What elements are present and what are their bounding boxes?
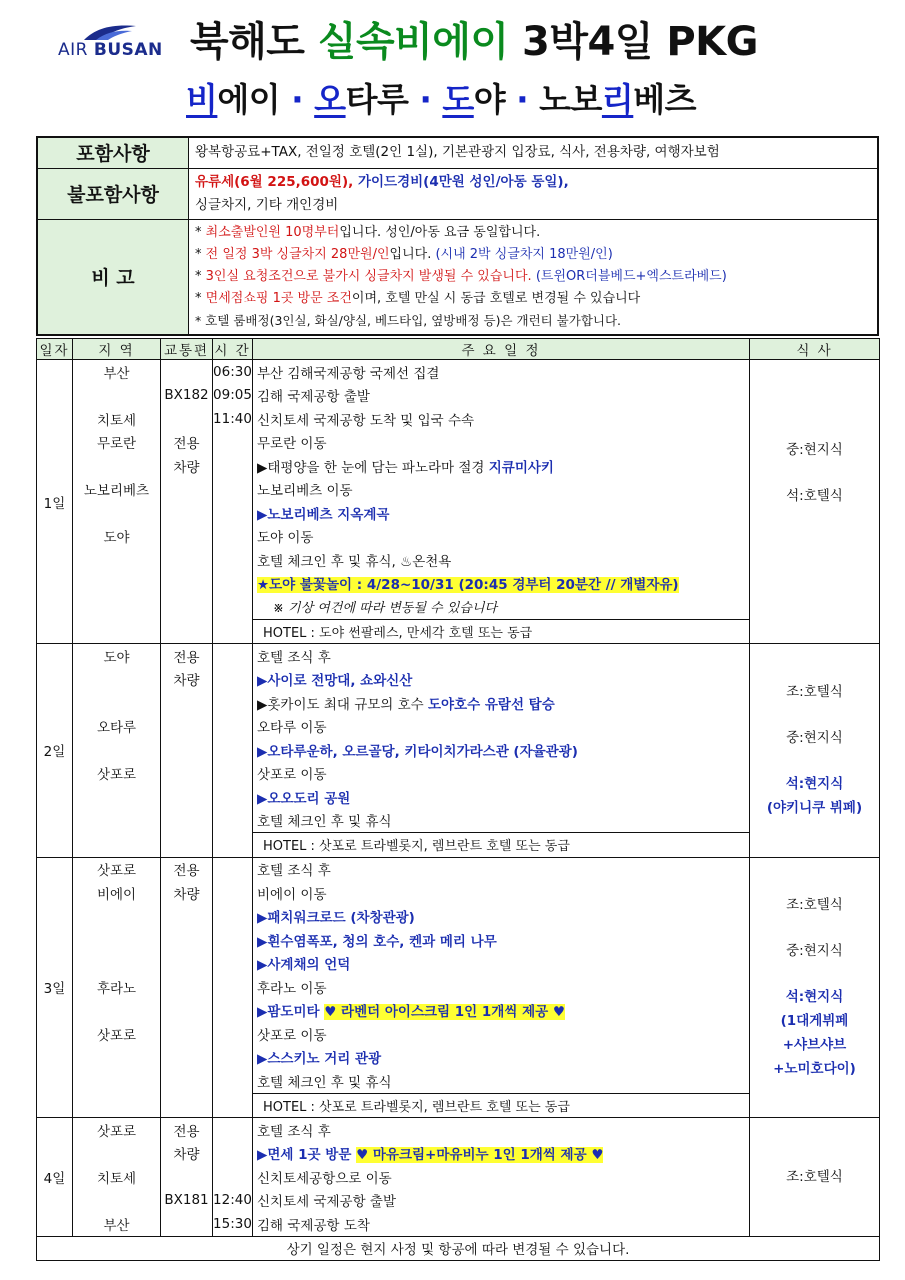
region-cell (73, 785, 161, 809)
col-meal: 식 사 (750, 339, 880, 360)
itinerary-cell: 무로란 이동 (253, 431, 750, 455)
meal-lunch: 중:현지식 (786, 441, 843, 458)
transport-cell (161, 738, 213, 762)
meal-breakfast: 조:호텔식 (786, 897, 843, 914)
time-cell (213, 738, 253, 762)
itinerary-cell: 부산 김해국제공항 국제선 집결 (253, 360, 750, 384)
itinerary-cell: ▶스스키노 거리 관광 (253, 1046, 750, 1070)
itinerary-cell: 삿포로 이동 (253, 762, 750, 786)
transport-cell (161, 691, 213, 715)
itinerary-cell: ▶태평양을 한 눈에 담는 파노라마 절경 지큐미사키 (253, 454, 750, 478)
itinerary-cell: 호텔 체크인 후 및 휴식 (253, 809, 750, 833)
transport-cell: 전용 (161, 857, 213, 881)
region-cell (73, 1189, 161, 1213)
time-cell (213, 644, 253, 668)
itinerary-cell: 도야 이동 (253, 525, 750, 549)
transport-cell: 차량 (161, 454, 213, 478)
time-cell (213, 501, 253, 525)
region-cell: 치토세 (73, 1165, 161, 1189)
time-cell (213, 525, 253, 549)
region-cell (73, 1046, 161, 1070)
time-cell (213, 454, 253, 478)
region-cell: 부산 (73, 360, 161, 384)
air-busan-logo (58, 22, 168, 62)
table-row (37, 857, 880, 881)
transport-cell (161, 1165, 213, 1189)
transport-cell (161, 785, 213, 809)
itinerary-cell: 후라노 이동 (253, 975, 750, 999)
time-cell (213, 905, 253, 929)
meal-lunch: 중:현지식 (786, 943, 843, 960)
remark-item: * 최소출발인원 10명부터입니다. 성인/아동 요금 동일합니다. (195, 224, 541, 240)
transport-cell: BX182 (161, 384, 213, 408)
time-cell: 12:40 (213, 1189, 253, 1213)
remarks-label: 비 고 (37, 219, 189, 335)
itinerary-cell: 호텔 조식 후 (253, 1118, 750, 1142)
itinerary-cell: 삿포로 이동 (253, 1022, 750, 1046)
hotel-info: HOTEL : 삿포로 트라벨롯지, 렘브란트 호텔 또는 동급 (253, 1093, 750, 1118)
region-cell (73, 809, 161, 833)
region-cell (73, 691, 161, 715)
footer-note: 상기 일정은 현지 사정 및 항공에 따라 변경될 수 있습니다. (37, 1236, 880, 1261)
table-row (37, 1118, 880, 1142)
meal-dinner: 석:호텔식 (786, 487, 843, 504)
route-subtitle: 비에이 · 오타루 · 도야 · 노보리베츠 (186, 80, 697, 119)
region-cell: 삿포로 (73, 857, 161, 881)
transport-cell: 전용 (161, 1118, 213, 1142)
transport-cell (161, 1069, 213, 1093)
transport-cell (161, 407, 213, 431)
schedule-header-row (37, 339, 880, 360)
region-cell: 삿포로 (73, 762, 161, 786)
time-cell (213, 1046, 253, 1070)
time-cell (213, 928, 253, 952)
transport-cell (161, 928, 213, 952)
region-cell (73, 905, 161, 929)
transport-cell: 전용 (161, 431, 213, 455)
day-label: 3일 (37, 857, 73, 1118)
excluded-text: 유류세(6월 225,600원), 가이드경비(4만원 성인/아동 동일), 싱글차지, 기타 개인경비 (189, 168, 879, 219)
transport-cell: 전용 (161, 644, 213, 668)
region-cell (73, 384, 161, 408)
meal-dinner-detail: +샤브샤브 (782, 1037, 847, 1054)
itinerary-cell: 비에이 이동 (253, 881, 750, 905)
time-cell (213, 975, 253, 999)
transport-cell (161, 501, 213, 525)
schedule-table (36, 338, 880, 1261)
time-cell (213, 1069, 253, 1093)
transport-cell: 차량 (161, 668, 213, 692)
time-cell (213, 668, 253, 692)
included-label: 포함사항 (37, 137, 189, 168)
transport-cell: 차량 (161, 1142, 213, 1166)
info-table (36, 136, 879, 336)
time-cell (213, 478, 253, 502)
itinerary-cell: ▶홋카이도 최대 규모의 호수 도야호수 유람선 탑승 (253, 691, 750, 715)
col-time: 시 간 (213, 339, 253, 360)
footer-row (37, 1236, 880, 1261)
itinerary-cell: ▶패치워크로드 (차창관광) (253, 905, 750, 929)
header (0, 0, 905, 132)
itinerary-cell: 김해 국제공항 도착 (253, 1212, 750, 1236)
meal-breakfast: 조:호텔식 (786, 684, 843, 701)
itinerary-cell: 오타루 이동 (253, 715, 750, 739)
region-cell: 삿포로 (73, 1022, 161, 1046)
bird-logo-icon (82, 22, 138, 42)
time-cell (213, 857, 253, 881)
region-cell: 삿포로 (73, 1118, 161, 1142)
remark-item: * 3인실 요청조건으로 불가시 싱글차지 발생될 수 있습니다. (트윈OR더블베드+엑스트라베드) (195, 268, 727, 284)
time-cell (213, 1165, 253, 1189)
time-cell (213, 691, 253, 715)
region-cell: 부산 (73, 1212, 161, 1236)
transport-cell (161, 1212, 213, 1236)
table-row (37, 360, 880, 384)
table-row (37, 644, 880, 668)
meal-cell (750, 857, 880, 1118)
itinerary-cell: ▶팜도미타 ♥ 라벤더 아이스크림 1인 1개씩 제공 ♥ (253, 999, 750, 1023)
region-cell: 도야 (73, 525, 161, 549)
region-cell: 오타루 (73, 715, 161, 739)
region-cell: 도야 (73, 644, 161, 668)
time-cell (213, 785, 253, 809)
region-cell: 후라노 (73, 975, 161, 999)
transport-cell (161, 715, 213, 739)
transport-cell (161, 762, 213, 786)
meal-lunch: 중:현지식 (786, 730, 843, 747)
col-transport: 교통편 (161, 339, 213, 360)
meal-dinner: 석:현지식 (785, 989, 844, 1006)
time-cell (213, 431, 253, 455)
region-cell: 노보리베츠 (73, 478, 161, 502)
time-cell: 09:05 (213, 384, 253, 408)
itinerary-cell: ▶노보리베츠 지옥계곡 (253, 501, 750, 525)
time-cell (213, 762, 253, 786)
time-cell (213, 809, 253, 833)
hotel-info: HOTEL : 도야 썬팔레스, 만세각 호텔 또는 동급 (253, 619, 750, 644)
transport-cell: BX181 (161, 1189, 213, 1213)
region-cell (73, 501, 161, 525)
transport-cell (161, 952, 213, 976)
region-cell (73, 952, 161, 976)
time-cell (213, 881, 253, 905)
meal-dinner-detail: (야키니쿠 뷔페) (766, 800, 863, 817)
hotel-info: HOTEL : 삿포로 트라벨롯지, 렘브란트 호텔 또는 동급 (253, 833, 750, 858)
remark-item: * 면세점쇼핑 1곳 방문 조건이며, 호텔 만실 시 동급 호텔로 변경될 수 있습니다 (195, 290, 641, 306)
itinerary-cell: ▶면세 1곳 방문 ♥ 마유크림+마유비누 1인 1개씩 제공 ♥ (253, 1142, 750, 1166)
day-label: 4일 (37, 1118, 73, 1237)
transport-cell (161, 809, 213, 833)
col-day: 일자 (37, 339, 73, 360)
itinerary-cell: 호텔 체크인 후 및 휴식 (253, 1069, 750, 1093)
transport-cell (161, 975, 213, 999)
meal-cell (750, 360, 880, 644)
itinerary-cell: 호텔 조식 후 (253, 644, 750, 668)
col-itinerary: 주 요 일 정 (253, 339, 750, 360)
remark-item: * 전 일정 3박 싱글차지 28만원/인입니다. (시내 2박 싱글차지 18만원/인) (195, 246, 613, 262)
transport-cell (161, 478, 213, 502)
time-cell (213, 548, 253, 572)
region-cell (73, 928, 161, 952)
itinerary-cell: ▶사이로 전망대, 쇼와신산 (253, 668, 750, 692)
transport-cell (161, 905, 213, 929)
time-cell (213, 1142, 253, 1166)
itinerary-cell: 노보리베츠 이동 (253, 478, 750, 502)
itinerary-cell: 신치토세 국제공항 도착 및 입국 수속 (253, 407, 750, 431)
time-cell: 11:40 (213, 407, 253, 431)
transport-cell (161, 1022, 213, 1046)
meal-dinner-detail: +노미호다이) (773, 1061, 856, 1078)
region-cell (73, 1069, 161, 1093)
region-cell (73, 999, 161, 1023)
region-cell (73, 1142, 161, 1166)
meal-cell: 조:호텔식 (750, 1118, 880, 1237)
itinerary-cell: ▶오타루운하, 오르골당, 키타이치가라스관 (자율관광) (253, 738, 750, 762)
weather-note: ※ 기상 여건에 따라 변동될 수 있습니다 (253, 595, 750, 619)
time-cell: 15:30 (213, 1212, 253, 1236)
itinerary-cell: 호텔 조식 후 (253, 857, 750, 881)
region-cell (73, 454, 161, 478)
itinerary-cell: ▶오오도리 공원 (253, 785, 750, 809)
meal-cell (750, 644, 880, 858)
included-text: 왕복항공료+TAX, 전일정 호텔(2인 1실), 기본관광지 입장료, 식사, 전용차량, 여행자보험 (189, 137, 879, 168)
itinerary-cell: 신치토세공항으로 이동 (253, 1165, 750, 1189)
transport-cell (161, 360, 213, 384)
meal-dinner: 석:현지식 (785, 776, 844, 793)
transport-cell (161, 1046, 213, 1070)
remarks-list (189, 219, 879, 335)
remark-item: * 호텔 룸배정(3인실, 화실/양실, 베드타입, 옆방배정 등)은 개런티 불가합니다. (195, 312, 622, 328)
time-cell (213, 715, 253, 739)
time-cell (213, 1022, 253, 1046)
region-cell: 비에이 (73, 881, 161, 905)
transport-cell (161, 548, 213, 572)
col-region: 지 역 (73, 339, 161, 360)
itinerary-cell: 김해 국제공항 출발 (253, 384, 750, 408)
transport-cell (161, 999, 213, 1023)
region-cell (73, 548, 161, 572)
region-cell (73, 668, 161, 692)
transport-cell (161, 525, 213, 549)
itinerary-cell: 호텔 체크인 후 및 휴식, ♨온천욕 (253, 548, 750, 572)
time-cell (213, 952, 253, 976)
itinerary-cell: ▶사계채의 언덕 (253, 952, 750, 976)
region-cell (73, 738, 161, 762)
itinerary-cell: ▶흰수염폭포, 청의 호수, 켄과 메리 나무 (253, 928, 750, 952)
day-label: 1일 (37, 360, 73, 644)
time-cell (213, 999, 253, 1023)
transport-cell: 차량 (161, 881, 213, 905)
meal-dinner-detail: (1대게뷔페 (780, 1013, 849, 1030)
region-cell: 무로란 (73, 431, 161, 455)
page-title: 북해도 실속비에이 3박4일 PKG (190, 19, 759, 65)
time-cell (213, 1118, 253, 1142)
region-cell: 치토세 (73, 407, 161, 431)
logo-text: AIR BUSAN (58, 40, 163, 60)
fireworks-note: ★도야 불꽃놀이 : 4/28~10/31 (20:45 경부터 20분간 // 개별자유) (253, 572, 750, 596)
excluded-label: 불포함사항 (37, 168, 189, 219)
itinerary-cell: 신치토세 국제공항 출발 (253, 1189, 750, 1213)
day-label: 2일 (37, 644, 73, 858)
time-cell: 06:30 (213, 360, 253, 384)
